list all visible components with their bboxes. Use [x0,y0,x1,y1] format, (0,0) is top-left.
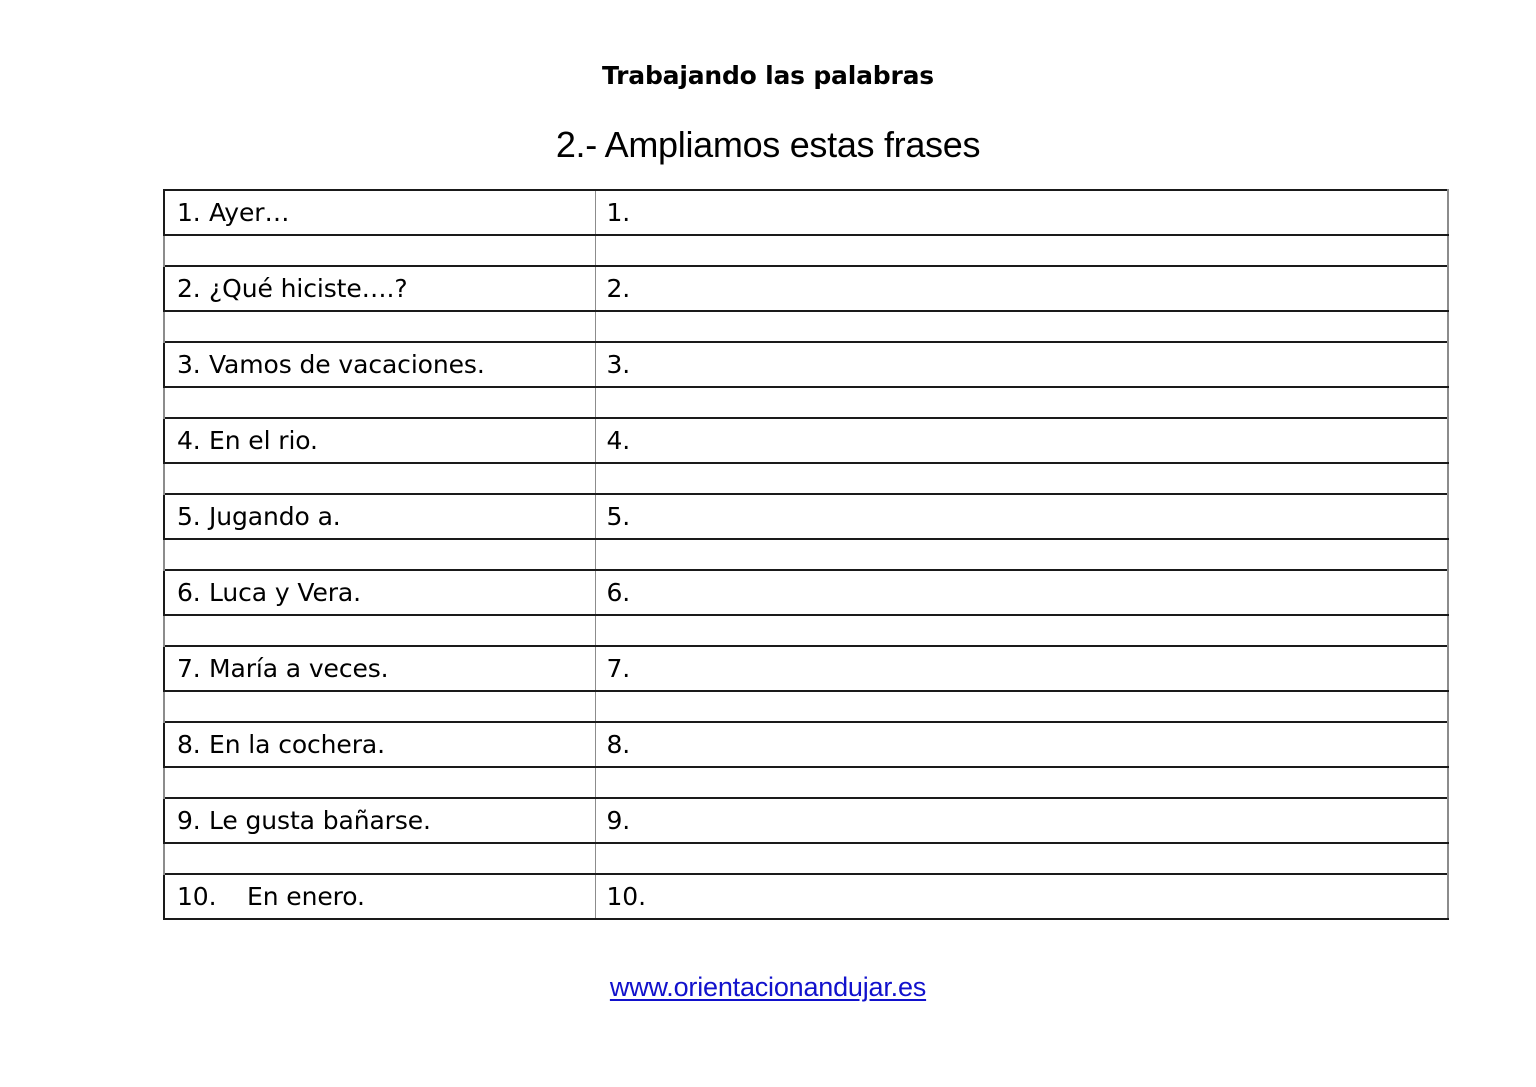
page-title: 2.- Ampliamos estas frases [555,124,981,165]
answer-cell[interactable] [595,615,1448,646]
answer-cell[interactable] [595,874,1448,919]
prompt-cell-text [165,884,595,909]
table-row-prompt [164,874,1448,919]
prompt-cell-text [165,580,595,605]
answer-cell[interactable] [595,570,1448,615]
table-row-prompt [164,570,1448,615]
prompt-cell-text [165,200,595,225]
prompt-cell[interactable] [164,570,595,615]
prompt-cell-text [165,732,595,757]
answer-cell[interactable] [595,235,1448,266]
document-header: Trabajando las palabras [602,61,934,90]
table-row-prompt [164,190,1448,235]
sentences-table-body [164,190,1448,919]
prompt-sentence: En el rio. [209,426,318,455]
list-marker: 8. [177,730,201,759]
prompt-cell[interactable] [164,615,595,646]
table-row-blank [164,311,1448,342]
answer-cell[interactable] [595,691,1448,722]
prompt-cell[interactable] [164,722,595,767]
answer-cell-number: 5. [606,502,631,531]
answer-cell[interactable] [595,190,1448,235]
list-marker: 1. [177,198,201,227]
answer-cell[interactable] [595,798,1448,843]
list-marker: 3. [177,350,201,379]
footer [0,972,1536,1003]
answer-cell[interactable] [595,387,1448,418]
list-marker: 9. [177,806,201,835]
prompt-sentence: Jugando a. [209,502,341,531]
table-row-blank [164,235,1448,266]
table-row-blank [164,539,1448,570]
prompt-cell[interactable] [164,843,595,874]
prompt-cell[interactable] [164,311,595,342]
answer-cell-number: 10. [606,882,646,911]
prompt-cell-text [165,352,595,377]
table-row-blank [164,387,1448,418]
answer-cell[interactable] [595,418,1448,463]
answer-cell[interactable] [595,494,1448,539]
answer-cell[interactable] [595,311,1448,342]
table-row-blank [164,463,1448,494]
prompt-cell-text [165,656,595,681]
prompt-cell[interactable] [164,266,595,311]
list-marker: 5. [177,502,201,531]
table-row-prompt [164,494,1448,539]
answer-cell-number: 3. [606,350,631,379]
prompt-sentence: ¿Qué hiciste….? [209,274,408,303]
table-row-prompt [164,798,1448,843]
prompt-cell[interactable] [164,235,595,266]
prompt-sentence: Ayer… [209,198,290,227]
answer-cell-number: 2. [606,274,631,303]
answer-cell-number: 6. [606,578,631,607]
prompt-cell[interactable] [164,418,595,463]
answer-cell-number: 9. [606,806,631,835]
table-row-prompt [164,646,1448,691]
prompt-cell-text [165,504,595,529]
answer-cell[interactable] [595,463,1448,494]
answer-cell[interactable] [595,646,1448,691]
prompt-sentence: María a veces. [209,654,389,683]
list-marker: 7. [177,654,201,683]
list-marker: 10. [177,882,217,911]
footer-website-link[interactable]: www.orientacionandujar.es [609,972,927,1002]
answer-cell[interactable] [595,767,1448,798]
prompt-cell[interactable] [164,798,595,843]
prompt-cell[interactable] [164,767,595,798]
table-row-blank [164,615,1448,646]
answer-cell-number: 4. [606,426,631,455]
prompt-cell[interactable] [164,387,595,418]
answer-cell[interactable] [595,342,1448,387]
table-row-prompt [164,418,1448,463]
list-marker: 4. [177,426,201,455]
table-row-blank [164,691,1448,722]
prompt-cell-text [165,428,595,453]
prompt-cell-text [165,276,595,301]
table-row-prompt [164,266,1448,311]
prompt-sentence: Luca y Vera. [209,578,361,607]
prompt-cell[interactable] [164,874,595,919]
prompt-cell[interactable] [164,646,595,691]
prompt-sentence: Le gusta bañarse. [209,806,431,835]
prompt-cell[interactable] [164,539,595,570]
prompt-sentence: Vamos de vacaciones. [209,350,485,379]
prompt-sentence: En la cochera. [209,730,385,759]
table-row-blank [164,843,1448,874]
prompt-cell-text [165,808,595,833]
list-marker: 2. [177,274,201,303]
prompt-cell[interactable] [164,463,595,494]
prompt-cell[interactable] [164,190,595,235]
answer-cell[interactable] [595,266,1448,311]
list-marker: 6. [177,578,201,607]
prompt-cell[interactable] [164,494,595,539]
answer-cell-number: 7. [606,654,631,683]
table-row-blank [164,767,1448,798]
table-row-prompt [164,722,1448,767]
prompt-cell[interactable] [164,691,595,722]
sentences-table [163,189,1449,920]
prompt-sentence: En enero. [247,882,365,911]
table-row-prompt [164,342,1448,387]
answer-cell[interactable] [595,843,1448,874]
answer-cell[interactable] [595,722,1448,767]
answer-cell[interactable] [595,539,1448,570]
answer-cell-number: 1. [606,198,631,227]
prompt-cell[interactable] [164,342,595,387]
answer-cell-number: 8. [606,730,631,759]
